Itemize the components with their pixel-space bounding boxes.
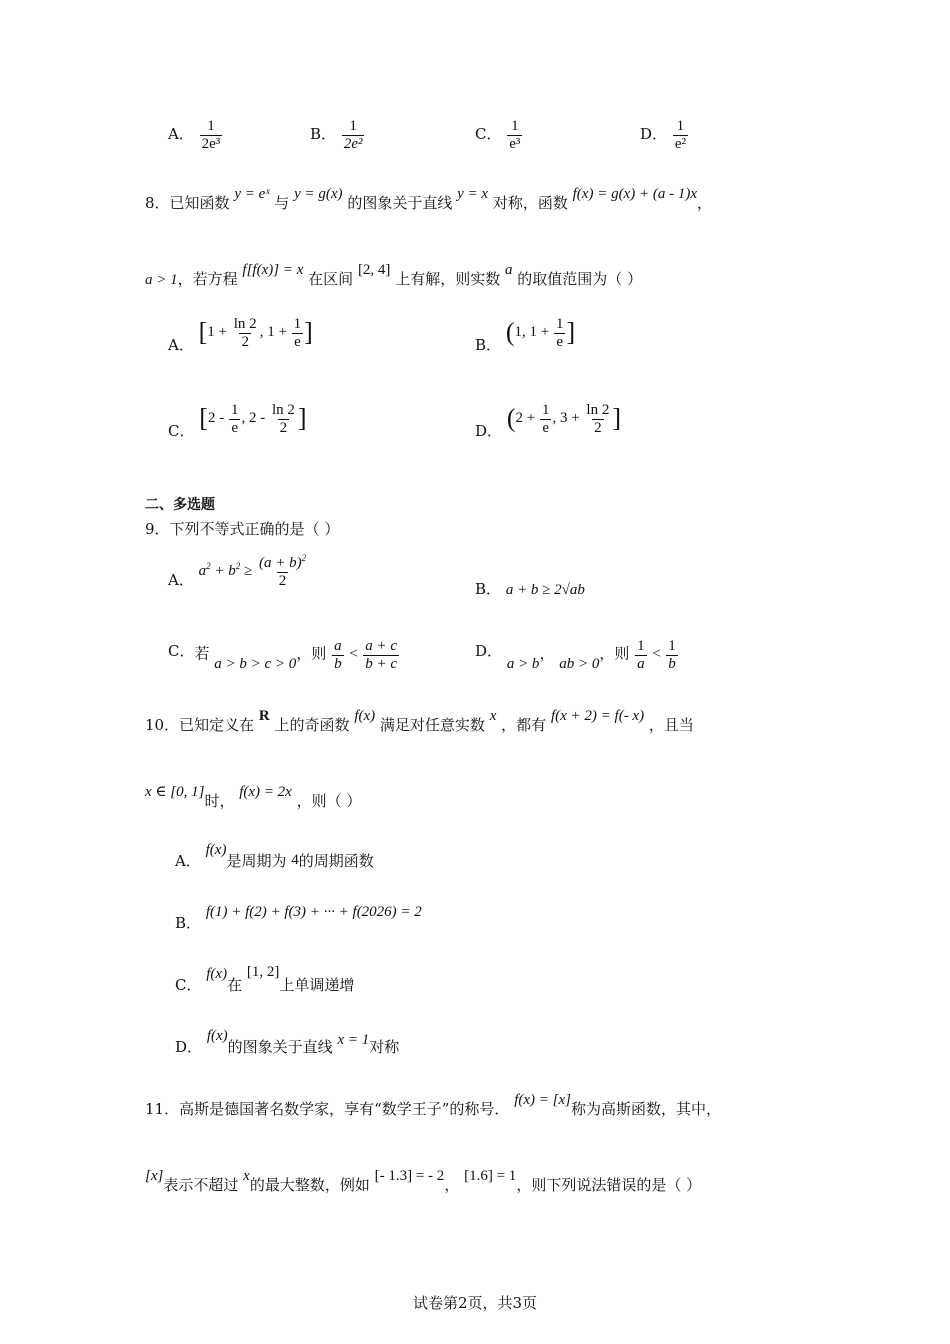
q9-option-d: D． a > b， ab > 0，则 $\frac{1}{a}$ < $\frac{1}{b}$ [475, 638, 679, 672]
q7-option-d: D． $\frac{1}{\text{e²}}$ [640, 118, 686, 152]
fraction: $\frac{1}{\text{2e²}}$ [343, 118, 363, 152]
q10-option-b: B． f(1) + f(2) + f(3) + ··· + f(2026) = 2 [175, 904, 422, 932]
fraction: $\frac{1}{\text{e³}}$ [509, 118, 521, 152]
q8-option-b: B． (1, 1 + $\frac{1}{e}$ ] [475, 316, 576, 355]
q8-stem-line1: 8．已知函数 y = eˣ 与 y = g(x) 的图象关于直线 y = x 对称，函数 f(x) = g(x) + (a - 1)x， [145, 186, 712, 212]
interval: (2 + $\frac{1}{e}$ , 3 + $\frac{\ln 2}{2}$ ] [506, 402, 622, 436]
q11-stem-line1: 11．高斯是德国著名数学家，享有“数学王子”的称号． f(x) = [x]称为高斯函数，其中， [145, 1092, 722, 1118]
interval: (1, 1 + $\frac{1}{e}$ ] [505, 316, 576, 350]
q7-option-a: A． $\frac{1}{\text{2e³}}$ [168, 118, 221, 152]
section-heading: 二、多选题 [145, 497, 215, 513]
inequality: $\frac{a}{b}$ < $\frac{a + c}{b + c}$ [334, 638, 398, 672]
q10-option-c: C． f(x)在 [1, 2]上单调递增 [175, 964, 355, 994]
q9-option-a: A． $a^2 + b^2$ ≥ $\frac{(a + b)^2}{2}$ [168, 554, 309, 589]
interval: [2 - $\frac{1}{e}$ , 2 - $\frac{\ln 2}{2}$ ] [199, 402, 307, 436]
q8-option-d: D． (2 + $\frac{1}{e}$ , 3 + $\frac{\ln 2}{2}$ ] [475, 402, 622, 441]
q8-stem-line2: a > 1，若方程 f[f(x)] = x 在区间 [2, 4] 上有解，则实数 a 的取值范围为（ ） [145, 262, 643, 288]
page-footer: 试卷第2页，共3页 [412, 1294, 538, 1312]
q9-stem: 9．下列不等式正确的是（ ） [145, 520, 340, 538]
interval: [1 + $\frac{\ln 2}{2}$ , 1 + $\frac{1}{e}$ ] [198, 316, 313, 350]
q9-option-b: B． a + b ≥ 2√ab [475, 580, 585, 598]
q10-option-a: A． f(x)是周期为 4的周期函数 [175, 842, 374, 870]
inequality: $\frac{1}{a}$ < $\frac{1}{b}$ [637, 638, 676, 672]
q7-option-c: C． $\frac{1}{\text{e³}}$ [475, 118, 521, 152]
fraction: $\frac{1}{\text{e²}}$ [674, 118, 686, 152]
fraction: $\frac{1}{\text{2e³}}$ [201, 118, 221, 152]
q10-option-d: D． f(x)的图象关于直线 x = 1对称 [175, 1028, 400, 1056]
q9-option-c: C．若 a > b > c > 0，则 $\frac{a}{b}$ < $\frac{a + c}{b + c}$ [168, 638, 400, 672]
q8-option-a: A． [1 + $\frac{\ln 2}{2}$ , 1 + $\frac{1}{e}$ ] [168, 316, 313, 355]
q10-stem-line1: 10．已知定义在 R 上的奇函数 f(x) 满足对任意实数 x ，都有 f(x + 2) = f(- x) ，且当 [145, 708, 694, 734]
q10-stem-line2: x ∈ [0, 1]时， f(x) = 2x ，则（ ） [145, 784, 362, 810]
q11-stem-line2: [x]表示不超过 x的最大整数，例如 [- 1.3] = - 2， [1.6] = 1，则下列说法错误的是（ ） [145, 1168, 702, 1194]
q7-option-b: B． $\frac{1}{\text{2e²}}$ [310, 118, 363, 152]
inequality: $a^2 + b^2$ ≥ $\frac{(a + b)^2}{2}$ [198, 553, 307, 589]
q8-option-c: C． [2 - $\frac{1}{e}$ , 2 - $\frac{\ln 2}{2}$ ] [168, 402, 307, 441]
